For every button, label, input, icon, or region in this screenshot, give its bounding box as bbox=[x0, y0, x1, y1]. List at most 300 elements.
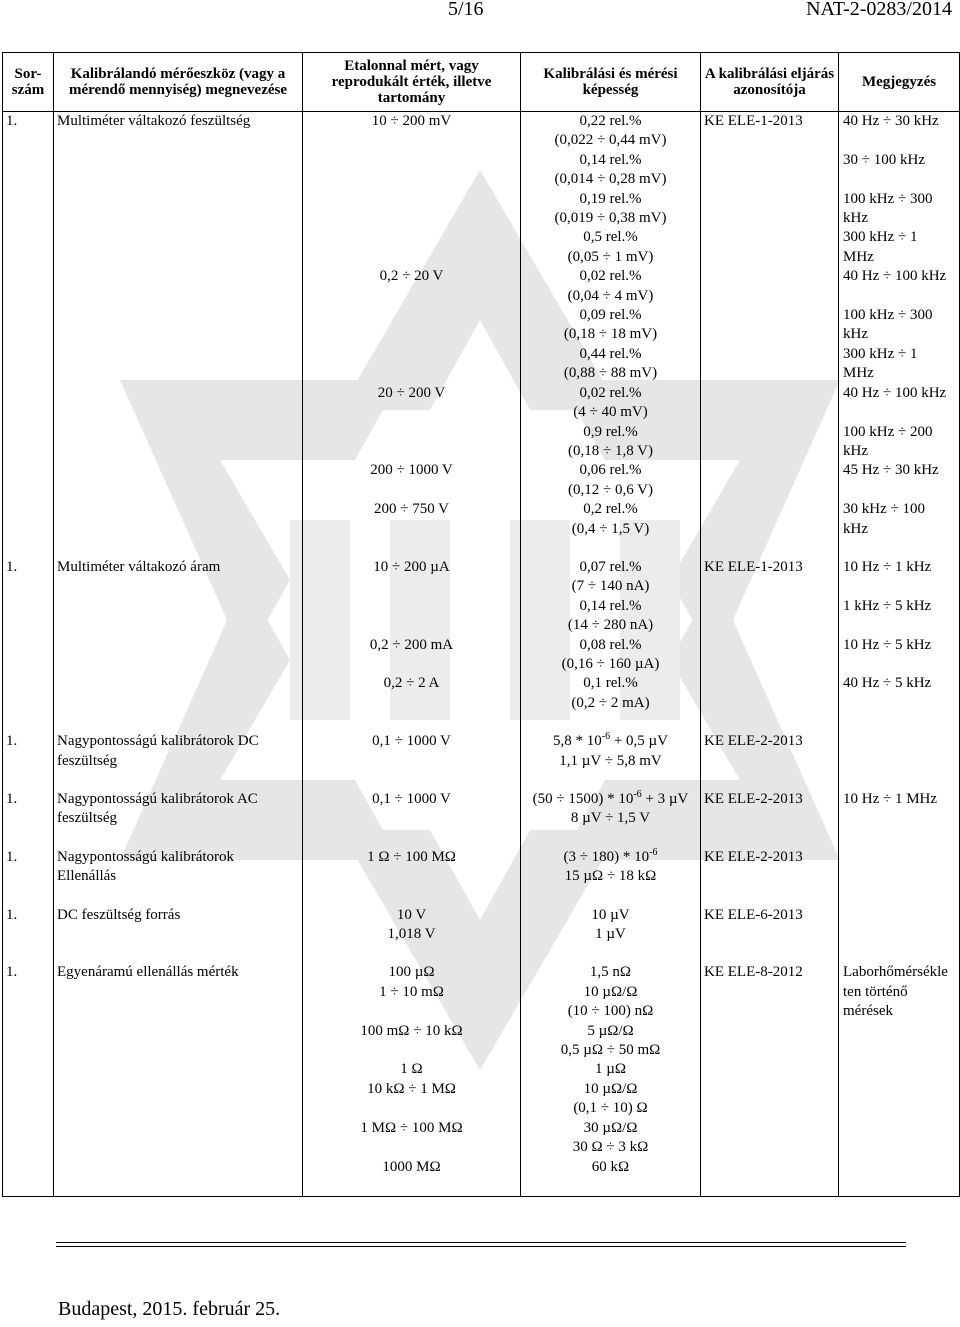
procedure-id bbox=[701, 752, 839, 771]
device-name bbox=[54, 1002, 303, 1021]
remark bbox=[839, 732, 960, 751]
row-number bbox=[3, 1099, 54, 1118]
row-number bbox=[3, 1177, 54, 1197]
device-name: Egyenáramú ellenállás mérték bbox=[54, 963, 303, 982]
procedure-id bbox=[701, 616, 839, 635]
row-number bbox=[3, 131, 54, 150]
device-name bbox=[54, 1138, 303, 1157]
table-row bbox=[3, 925, 960, 944]
capability: (0,014 ÷ 0,28 mV) bbox=[521, 170, 701, 189]
device-name bbox=[54, 306, 303, 325]
capability-tail: + 0,5 µV bbox=[610, 733, 669, 750]
row-number bbox=[3, 539, 54, 558]
remark: mérések bbox=[839, 1002, 960, 1021]
device-name bbox=[54, 655, 303, 674]
value-range bbox=[303, 655, 521, 674]
row-number bbox=[3, 809, 54, 828]
value-range: 20 ÷ 200 V bbox=[303, 384, 521, 403]
remark bbox=[839, 539, 960, 558]
device-name bbox=[54, 577, 303, 596]
row-number bbox=[3, 364, 54, 383]
procedure-id bbox=[701, 325, 839, 344]
row-number bbox=[3, 1138, 54, 1157]
capability: (0,88 ÷ 88 mV) bbox=[521, 364, 701, 383]
procedure-id bbox=[701, 500, 839, 519]
value-range: 0,2 ÷ 2 A bbox=[303, 674, 521, 693]
value-range bbox=[303, 809, 521, 828]
device-name bbox=[54, 170, 303, 189]
remark: kHz bbox=[839, 325, 960, 344]
procedure-id bbox=[701, 1099, 839, 1118]
procedure-id bbox=[701, 867, 839, 886]
remark: 1 kHz ÷ 5 kHz bbox=[839, 597, 960, 616]
value-range: 1 MΩ ÷ 100 MΩ bbox=[303, 1119, 521, 1138]
capability: 1,5 nΩ bbox=[521, 963, 701, 982]
row-number bbox=[3, 616, 54, 635]
procedure-id bbox=[701, 944, 839, 963]
capability bbox=[521, 539, 701, 558]
table-row bbox=[3, 1022, 960, 1041]
capability-text: (3 ÷ 180) * 10 bbox=[563, 848, 650, 865]
remark bbox=[839, 1022, 960, 1041]
remark: MHz bbox=[839, 364, 960, 383]
table-row bbox=[3, 848, 960, 867]
value-range bbox=[303, 403, 521, 422]
procedure-id bbox=[701, 345, 839, 364]
procedure-id bbox=[701, 151, 839, 170]
row-number bbox=[3, 771, 54, 790]
procedure-id bbox=[701, 461, 839, 480]
capability: (0,1 ÷ 10) Ω bbox=[521, 1099, 701, 1118]
table-row bbox=[3, 345, 960, 364]
remark bbox=[839, 1158, 960, 1177]
procedure-id: KE ELE-8-2012 bbox=[701, 963, 839, 982]
value-range: 200 ÷ 750 V bbox=[303, 500, 521, 519]
value-range bbox=[303, 539, 521, 558]
row-number bbox=[3, 287, 54, 306]
page-header bbox=[0, 0, 960, 30]
value-range bbox=[303, 325, 521, 344]
table-row bbox=[3, 209, 960, 228]
capability: (0,04 ÷ 4 mV) bbox=[521, 287, 701, 306]
value-range bbox=[303, 829, 521, 848]
device-name bbox=[54, 1060, 303, 1079]
exponent: -6 bbox=[649, 846, 658, 858]
remark bbox=[839, 1041, 960, 1060]
procedure-id bbox=[701, 1022, 839, 1041]
device-name: DC feszültség forrás bbox=[54, 906, 303, 925]
table-row bbox=[3, 403, 960, 422]
value-range bbox=[303, 190, 521, 209]
capability: (0,18 ÷ 1,8 V) bbox=[521, 442, 701, 461]
procedure-id bbox=[701, 248, 839, 267]
capability: 0,19 rel.% bbox=[521, 190, 701, 209]
row-number: 1. bbox=[3, 848, 54, 867]
procedure-id bbox=[701, 694, 839, 713]
remark bbox=[839, 481, 960, 500]
procedure-id bbox=[701, 636, 839, 655]
device-name bbox=[54, 694, 303, 713]
row-number bbox=[3, 325, 54, 344]
table-row bbox=[3, 248, 960, 267]
row-number bbox=[3, 306, 54, 325]
col-capability: Kalibrálási és mérési képesség bbox=[521, 53, 701, 112]
remark: 40 Hz ÷ 100 kHz bbox=[839, 267, 960, 286]
row-number: 1. bbox=[3, 558, 54, 577]
value-range bbox=[303, 131, 521, 150]
value-range bbox=[303, 887, 521, 906]
procedure-id bbox=[701, 1138, 839, 1157]
capability: (7 ÷ 140 nA) bbox=[521, 577, 701, 596]
device-name: feszültség bbox=[54, 809, 303, 828]
table-row bbox=[3, 306, 960, 325]
procedure-id bbox=[701, 771, 839, 790]
capability: 0,9 rel.% bbox=[521, 423, 701, 442]
row-number bbox=[3, 190, 54, 209]
device-name bbox=[54, 481, 303, 500]
row-number bbox=[3, 1119, 54, 1138]
device-name bbox=[54, 345, 303, 364]
device-name bbox=[54, 248, 303, 267]
capability: 0,06 rel.% bbox=[521, 461, 701, 480]
device-name bbox=[54, 829, 303, 848]
capability: (4 ÷ 40 mV) bbox=[521, 403, 701, 422]
value-range bbox=[303, 306, 521, 325]
remark: 30 ÷ 100 kHz bbox=[839, 151, 960, 170]
table-row bbox=[3, 131, 960, 150]
table-row bbox=[3, 983, 960, 1002]
procedure-id bbox=[701, 597, 839, 616]
row-number bbox=[3, 694, 54, 713]
table-row bbox=[3, 616, 960, 635]
value-range bbox=[303, 616, 521, 635]
row-number bbox=[3, 674, 54, 693]
procedure-id bbox=[701, 1119, 839, 1138]
row-number bbox=[3, 636, 54, 655]
capability: (0,4 ÷ 1,5 V) bbox=[521, 520, 701, 539]
table-row bbox=[3, 364, 960, 383]
remark bbox=[839, 131, 960, 150]
row-number bbox=[3, 151, 54, 170]
remark: 100 kHz ÷ 300 bbox=[839, 190, 960, 209]
table-row bbox=[3, 1002, 960, 1021]
value-range: 10 ÷ 200 µA bbox=[303, 558, 521, 577]
procedure-id bbox=[701, 481, 839, 500]
device-name bbox=[54, 983, 303, 1002]
row-number bbox=[3, 1158, 54, 1177]
device-name bbox=[54, 539, 303, 558]
table-row bbox=[3, 267, 960, 286]
remark: kHz bbox=[839, 209, 960, 228]
remark: 300 kHz ÷ 1 bbox=[839, 345, 960, 364]
device-name bbox=[54, 1119, 303, 1138]
value-range: 10 ÷ 200 mV bbox=[303, 112, 521, 132]
capability: 0,02 rel.% bbox=[521, 267, 701, 286]
capability: 0,22 rel.% bbox=[521, 112, 701, 132]
table-row bbox=[3, 442, 960, 461]
capability: 1 µΩ bbox=[521, 1060, 701, 1079]
value-range bbox=[303, 170, 521, 189]
table-row bbox=[3, 461, 960, 480]
table-row bbox=[3, 790, 960, 809]
device-name bbox=[54, 403, 303, 422]
row-number bbox=[3, 170, 54, 189]
value-range: 100 mΩ ÷ 10 kΩ bbox=[303, 1022, 521, 1041]
value-range: 1 Ω bbox=[303, 1060, 521, 1079]
capability bbox=[521, 944, 701, 963]
remark bbox=[839, 944, 960, 963]
device-name bbox=[54, 131, 303, 150]
procedure-id bbox=[701, 1041, 839, 1060]
procedure-id bbox=[701, 170, 839, 189]
remark bbox=[839, 1060, 960, 1079]
table-row bbox=[3, 112, 960, 132]
procedure-id bbox=[701, 364, 839, 383]
row-number bbox=[3, 867, 54, 886]
remark bbox=[839, 752, 960, 771]
procedure-id: KE ELE-2-2013 bbox=[701, 848, 839, 867]
capability: 0,1 rel.% bbox=[521, 674, 701, 693]
table-row bbox=[3, 228, 960, 247]
capability: (0,019 ÷ 0,38 mV) bbox=[521, 209, 701, 228]
row-number bbox=[3, 520, 54, 539]
value-range bbox=[303, 364, 521, 383]
procedure-id bbox=[701, 577, 839, 596]
col-value: Etalonnal mért, vagy reprodukált érték, illetve tartomány bbox=[303, 53, 521, 112]
remark bbox=[839, 1177, 960, 1197]
table-row bbox=[3, 1080, 960, 1099]
procedure-id bbox=[701, 925, 839, 944]
capability: 10 µΩ/Ω bbox=[521, 983, 701, 1002]
procedure-id bbox=[701, 539, 839, 558]
remark: 40 Hz ÷ 100 kHz bbox=[839, 384, 960, 403]
value-range bbox=[303, 1177, 521, 1197]
device-name bbox=[54, 944, 303, 963]
procedure-id bbox=[701, 1158, 839, 1177]
row-number bbox=[3, 983, 54, 1002]
table-row bbox=[3, 1060, 960, 1079]
row-number bbox=[3, 500, 54, 519]
procedure-id bbox=[701, 655, 839, 674]
row-number: 1. bbox=[3, 906, 54, 925]
capability: 0,07 rel.% bbox=[521, 558, 701, 577]
capability: (14 ÷ 280 nA) bbox=[521, 616, 701, 635]
value-range: 0,2 ÷ 200 mA bbox=[303, 636, 521, 655]
row-number bbox=[3, 713, 54, 732]
remark bbox=[839, 287, 960, 306]
exponent: -6 bbox=[633, 789, 642, 800]
col-device: Kalibrálandó mérőeszköz (vagy a mérendő mennyiség) megnevezése bbox=[54, 53, 303, 112]
value-range bbox=[303, 944, 521, 963]
capability: 0,44 rel.% bbox=[521, 345, 701, 364]
table-row bbox=[3, 520, 960, 539]
procedure-id bbox=[701, 1177, 839, 1197]
device-name bbox=[54, 674, 303, 693]
col-note: Megjegyzés bbox=[839, 53, 960, 112]
row-number bbox=[3, 267, 54, 286]
table-row bbox=[3, 1099, 960, 1118]
procedure-id bbox=[701, 403, 839, 422]
value-range: 1000 MΩ bbox=[303, 1158, 521, 1177]
device-name bbox=[54, 1080, 303, 1099]
value-range bbox=[303, 151, 521, 170]
value-range bbox=[303, 228, 521, 247]
capability: (0,05 ÷ 1 mV) bbox=[521, 248, 701, 267]
remark bbox=[839, 616, 960, 635]
remark: 10 Hz ÷ 1 kHz bbox=[839, 558, 960, 577]
capability: 15 µΩ ÷ 18 kΩ bbox=[521, 867, 701, 886]
device-name bbox=[54, 1041, 303, 1060]
remark: 45 Hz ÷ 30 kHz bbox=[839, 461, 960, 480]
capability: 0,14 rel.% bbox=[521, 151, 701, 170]
procedure-id bbox=[701, 713, 839, 732]
remark bbox=[839, 829, 960, 848]
row-number bbox=[3, 209, 54, 228]
device-name bbox=[54, 636, 303, 655]
remark: Laborhőmérsékle bbox=[839, 963, 960, 982]
table-row bbox=[3, 963, 960, 982]
device-name bbox=[54, 228, 303, 247]
table-row bbox=[3, 170, 960, 189]
exponent: -6 bbox=[601, 731, 611, 743]
procedure-id bbox=[701, 1002, 839, 1021]
row-number bbox=[3, 1002, 54, 1021]
value-range: 100 µΩ bbox=[303, 963, 521, 982]
capability-text: (50 ÷ 1500) * 10 bbox=[532, 791, 634, 807]
device-name bbox=[54, 616, 303, 635]
value-range: 10 V bbox=[303, 906, 521, 925]
table-row bbox=[3, 481, 960, 500]
device-name: Ellenállás bbox=[54, 867, 303, 886]
table-row bbox=[3, 732, 960, 751]
capability bbox=[521, 829, 701, 848]
procedure-id: KE ELE-6-2013 bbox=[701, 906, 839, 925]
row-number bbox=[3, 461, 54, 480]
page-number: 5/16 bbox=[448, 0, 484, 20]
capability: 10 µΩ/Ω bbox=[521, 1080, 701, 1099]
table-row bbox=[3, 1119, 960, 1138]
row-number bbox=[3, 577, 54, 596]
table-row bbox=[3, 887, 960, 906]
value-range bbox=[303, 1099, 521, 1118]
remark: ten történő bbox=[839, 983, 960, 1002]
footer-place-date: Budapest, 2015. február 25. bbox=[58, 1298, 281, 1320]
col-procedure: A kalibrálási eljárás azonosítója bbox=[701, 53, 839, 112]
procedure-id bbox=[701, 384, 839, 403]
capability bbox=[521, 1177, 701, 1197]
procedure-id: KE ELE-2-2013 bbox=[701, 790, 839, 809]
device-name bbox=[54, 384, 303, 403]
table-row bbox=[3, 325, 960, 344]
procedure-id bbox=[701, 983, 839, 1002]
remark: 40 Hz ÷ 30 kHz bbox=[839, 112, 960, 132]
procedure-id bbox=[701, 287, 839, 306]
capability: 0,09 rel.% bbox=[521, 306, 701, 325]
capability: 1,1 µV ÷ 5,8 mV bbox=[521, 752, 701, 771]
value-range bbox=[303, 577, 521, 596]
value-range bbox=[303, 713, 521, 732]
value-range: 200 ÷ 1000 V bbox=[303, 461, 521, 480]
procedure-id: KE ELE-1-2013 bbox=[701, 558, 839, 577]
remark: 10 Hz ÷ 5 kHz bbox=[839, 636, 960, 655]
capability: 0,14 rel.% bbox=[521, 597, 701, 616]
capability: (10 ÷ 100) nΩ bbox=[521, 1002, 701, 1021]
row-number bbox=[3, 1041, 54, 1060]
row-number bbox=[3, 384, 54, 403]
row-number bbox=[3, 1080, 54, 1099]
device-name bbox=[54, 1022, 303, 1041]
capability: 5 µΩ/Ω bbox=[521, 1022, 701, 1041]
device-name: Nagypontosságú kalibrátorok AC bbox=[54, 790, 303, 809]
procedure-id bbox=[701, 209, 839, 228]
value-range bbox=[303, 1138, 521, 1157]
row-number bbox=[3, 597, 54, 616]
capability: (0,2 ÷ 2 mA) bbox=[521, 694, 701, 713]
device-name: Nagypontosságú kalibrátorok DC bbox=[54, 732, 303, 751]
table-row bbox=[3, 287, 960, 306]
table-row bbox=[3, 674, 960, 693]
table-row bbox=[3, 1041, 960, 1060]
capability bbox=[521, 790, 701, 809]
table-row bbox=[3, 906, 960, 925]
value-range: 0,2 ÷ 20 V bbox=[303, 267, 521, 286]
value-range bbox=[303, 520, 521, 539]
procedure-id: KE ELE-1-2013 bbox=[701, 112, 839, 132]
value-range bbox=[303, 867, 521, 886]
col-sorszam: Sor-szám bbox=[3, 53, 54, 112]
row-number bbox=[3, 1060, 54, 1079]
device-name bbox=[54, 1158, 303, 1177]
device-name bbox=[54, 287, 303, 306]
table-row bbox=[3, 1138, 960, 1157]
table-row bbox=[3, 597, 960, 616]
device-name: Multiméter váltakozó áram bbox=[54, 558, 303, 577]
capability: 1 µV bbox=[521, 925, 701, 944]
remark bbox=[839, 809, 960, 828]
row-number bbox=[3, 228, 54, 247]
remark: kHz bbox=[839, 442, 960, 461]
procedure-id bbox=[701, 520, 839, 539]
table-row bbox=[3, 771, 960, 790]
value-range bbox=[303, 1002, 521, 1021]
remark: kHz bbox=[839, 520, 960, 539]
capability: (0,18 ÷ 18 mV) bbox=[521, 325, 701, 344]
device-name bbox=[54, 364, 303, 383]
capability: (0,022 ÷ 0,44 mV) bbox=[521, 131, 701, 150]
remark bbox=[839, 170, 960, 189]
remark: 300 kHz ÷ 1 bbox=[839, 228, 960, 247]
table-row bbox=[3, 713, 960, 732]
remark bbox=[839, 713, 960, 732]
row-number bbox=[3, 248, 54, 267]
remark: 100 kHz ÷ 200 bbox=[839, 423, 960, 442]
capability: 0,08 rel.% bbox=[521, 636, 701, 655]
table-row bbox=[3, 636, 960, 655]
capability: 0,5 rel.% bbox=[521, 228, 701, 247]
remark: 30 kHz ÷ 100 bbox=[839, 500, 960, 519]
device-name bbox=[54, 713, 303, 732]
remark bbox=[839, 1119, 960, 1138]
remark bbox=[839, 887, 960, 906]
device-name: Nagypontosságú kalibrátorok bbox=[54, 848, 303, 867]
capability: 0,5 µΩ ÷ 50 mΩ bbox=[521, 1041, 701, 1060]
table-row bbox=[3, 944, 960, 963]
procedure-id bbox=[701, 829, 839, 848]
row-number: 1. bbox=[3, 963, 54, 982]
table-row bbox=[3, 829, 960, 848]
device-name bbox=[54, 442, 303, 461]
remark bbox=[839, 1099, 960, 1118]
